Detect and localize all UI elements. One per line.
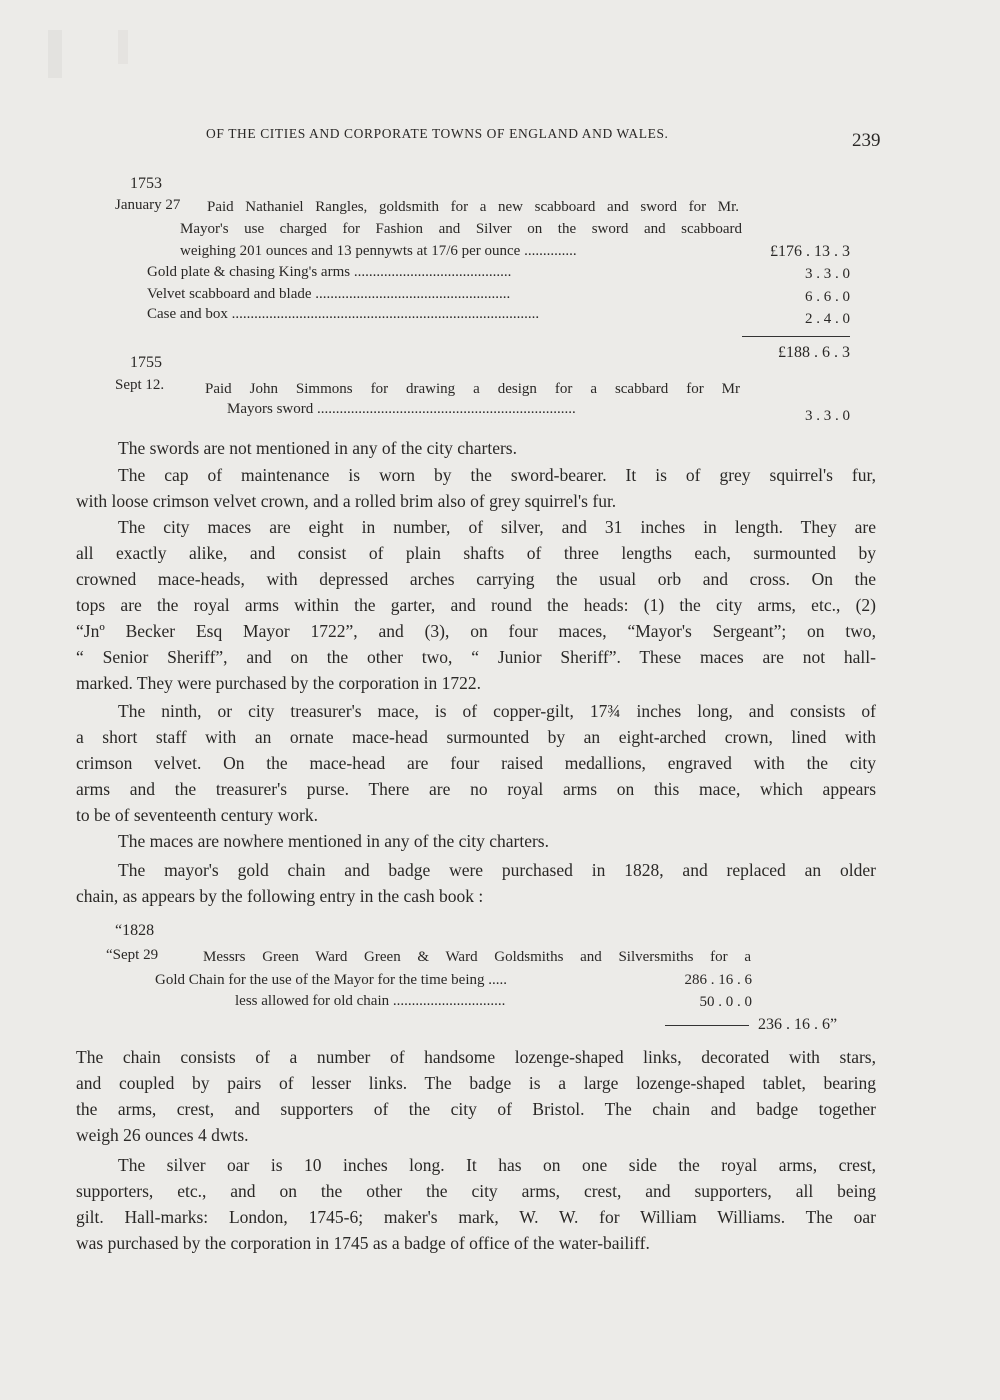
text-line: arms and the treasurer's purse. There are no royal arms on this mace, which appears [76, 779, 876, 799]
paragraph-city-maces [76, 514, 876, 696]
cashbook-line: less allowed for old chain .............................. [235, 993, 506, 1009]
sum-rule [742, 336, 850, 337]
running-header: OF THE CITIES AND CORPORATE TOWNS OF ENGLAND AND WALES. [206, 126, 669, 141]
paragraph-maces-charters [76, 828, 876, 854]
text-line: with loose crimson velvet crown, and a rolled brim also of grey squirrel's fur. [76, 491, 617, 511]
text-line: was purchased by the corporation in 1745 as a badge of office of the water-bailiff. [76, 1233, 650, 1253]
text-line: a short staff with an ornate mace-head surmounted by an eight-arched crown, lined with [76, 727, 876, 747]
account-line: Paid John Simmons for drawing a design for a scabbard for Mr [205, 381, 740, 397]
cashbook-line: Messrs Green Ward Green & Ward Goldsmiths and Silversmiths for a [203, 949, 751, 965]
page-number: 239 [852, 130, 881, 151]
cashbook-year: “1828 [115, 922, 155, 939]
text-line: supporters, etc., and on the other the city arms, crest, and supporters, all being [76, 1181, 876, 1201]
account-total: £188 . 6 . 3 [778, 344, 850, 361]
account-amount: 2 . 4 . 0 [805, 311, 850, 327]
text-line: and coupled by pairs of lesser links. The badge is a large lozenge-shaped tablet, bearing [76, 1073, 876, 1093]
text-line: The chain consists of a number of handsome lozenge-shaped links, decorated with stars, [76, 1047, 876, 1067]
text-line: The mayor's gold chain and badge were purchased in 1828, and replaced an older [118, 860, 876, 880]
text-line: The city maces are eight in number, of silver, and 31 inches in length. They are [118, 517, 876, 537]
account-amount: 3 . 3 . 0 [805, 266, 850, 282]
text-line: gilt. Hall-marks: London, 1745-6; maker's mark, W. W. for William Williams. The oar [76, 1207, 876, 1227]
text-line: The ninth, or city treasurer's mace, is of copper-gilt, 17¾ inches long, and consists of [118, 701, 876, 721]
paragraph-swords [76, 435, 876, 461]
account-amount: £176 . 13 . 3 [770, 243, 850, 260]
cashbook-amount: 50 . 0 . 0 [699, 994, 752, 1010]
account-date: Sept 12. [115, 377, 165, 393]
text-line: crimson velvet. On the mace-head are four raised medallions, engraved with the city [76, 753, 876, 773]
account-line: weighing 201 ounces and 13 pennywts at 17/6 per ounce .............. [180, 243, 577, 259]
paragraph-cap-of-maintenance [76, 462, 876, 514]
text-line: The cap of maintenance is worn by the sword-bearer. It is of grey squirrel's fur, [118, 465, 876, 485]
text-line: crowned mace-heads, with depressed arches carrying the usual orb and cross. On the [76, 569, 876, 589]
account-date: January 27 [115, 197, 181, 213]
text-line: “Jnº Becker Esq Mayor 1722”, and (3), on four maces, “Mayor's Sergeant”; on two, [76, 621, 876, 641]
cashbook-date: “Sept 29 [106, 947, 159, 963]
text-line: chain, as appears by the following entry in the cash book : [76, 886, 484, 906]
paragraph-chain-description [76, 1044, 876, 1148]
account-line: Mayors sword ..................................................................... [227, 401, 576, 417]
text-line: marked. They were purchased by the corporation in 1722. [76, 673, 481, 693]
text-line: “ Senior Sheriff”, and on the other two, “ Junior Sheriff”. These maces are not hall- [76, 647, 876, 667]
page-blemish [118, 30, 128, 64]
text-line: weigh 26 ounces 4 dwts. [76, 1125, 249, 1145]
text-line: The swords are not mentioned in any of the city charters. [118, 438, 517, 458]
account-year-1755: 1755 [130, 354, 162, 371]
text-line: tops are the royal arms within the garter, and round the heads: (1) the city arms, etc., (2) [76, 595, 876, 615]
text-line: The silver oar is 10 inches long. It has on one side the royal arms, crest, [118, 1155, 876, 1175]
account-year-1753: 1753 [130, 175, 162, 192]
text-line: the arms, crest, and supporters of the city of Bristol. The chain and badge together [76, 1099, 876, 1119]
page-blemish [48, 30, 62, 78]
text-line: to be of seventeenth century work. [76, 805, 319, 825]
account-item: Gold plate & chasing King's arms .......................................... [147, 264, 512, 280]
account-amount: 3 . 3 . 0 [805, 408, 850, 424]
paragraph-gold-chain [76, 857, 876, 909]
cashbook-amount: 286 . 16 . 6 [684, 972, 752, 988]
paragraph-treasurers-mace [76, 698, 876, 828]
account-amount: 6 . 6 . 0 [805, 289, 850, 305]
account-item: Velvet scabboard and blade .................................................... [147, 286, 511, 302]
paragraph-silver-oar [76, 1152, 876, 1256]
sum-rule [665, 1025, 749, 1026]
account-line: Paid Nathaniel Rangles, goldsmith for a new scabboard and sword for Mr. [207, 199, 739, 215]
account-line: Mayor's use charged for Fashion and Silver on the sword and scabboard [180, 221, 742, 237]
cashbook-line: Gold Chain for the use of the Mayor for the time being ..... [155, 972, 508, 988]
account-item: Case and box .................................................................................. [147, 306, 540, 322]
cashbook-total: 236 . 16 . 6” [758, 1016, 838, 1033]
text-line: all exactly alike, and consist of plain shafts of three lengths each, surmounted by [76, 543, 876, 563]
text-line: The maces are nowhere mentioned in any of the city charters. [118, 831, 549, 851]
